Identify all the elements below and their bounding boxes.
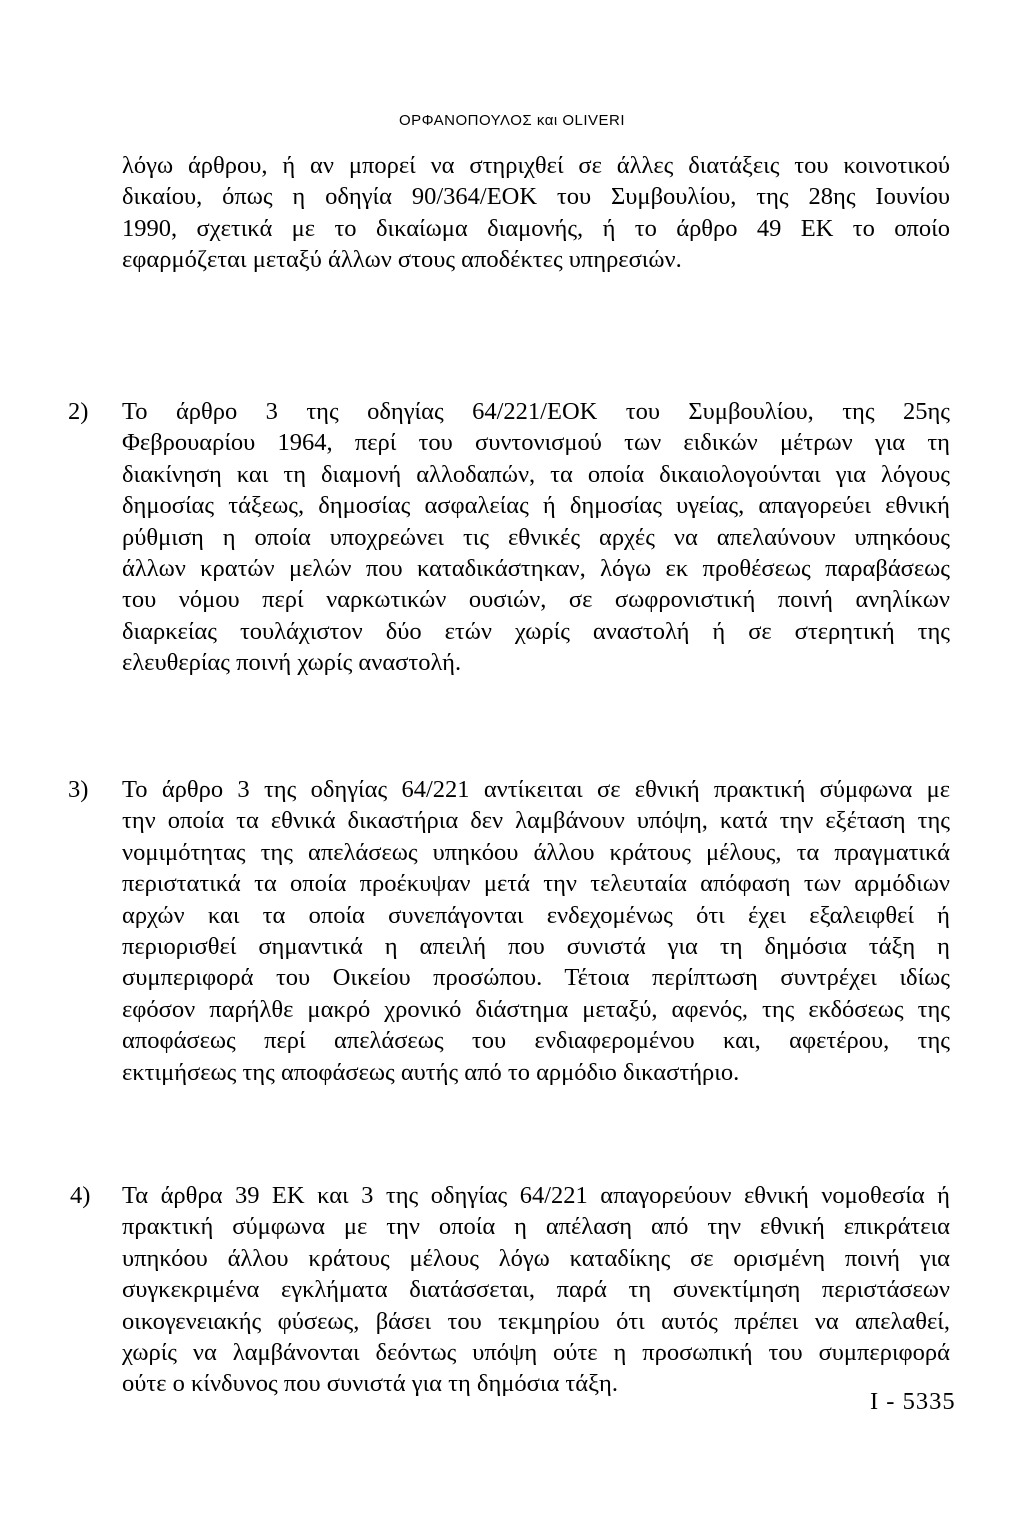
text-line: άλλων κρατών μελών που καταδικάστηκαν, λόγω εκ προθέσεως παραβάσεως xyxy=(122,555,950,583)
text-line: δικαίου, όπως η οδηγία 90/364/ΕΟΚ του Συμβουλίου, της 28ης Ιουνίου xyxy=(122,183,950,211)
running-header: ΟΡΦΑΝΟΠΟΥΛΟΣ και OLIVERI xyxy=(398,112,626,129)
text-line: περιορισθεί σημαντικά η απειλή που συνιστά για τη δημόσια τάξη η xyxy=(122,933,950,961)
item-number: 3) xyxy=(68,776,89,803)
text-line: Τα άρθρα 39 ΕΚ και 3 της οδηγίας 64/221 απαγορεύουν εθνική νομοθεσία ή xyxy=(122,1182,950,1209)
text-line: Φεβρουαρίου 1964, περί του συντονισμού των ειδικών μέτρων για τη xyxy=(122,429,950,457)
text-line: υπηκόου άλλου κράτους μέλους λόγω καταδίκης σε ορισμένη ποινή για xyxy=(122,1244,950,1272)
text-line: εφαρμόζεται μεταξύ άλλων στους αποδέκτες υπηρεσιών. xyxy=(122,246,682,274)
text-line: λόγω άρθρου, ή αν μπορεί να στηριχθεί σε άλλες διατάξεις του κοινοτικού xyxy=(122,152,950,179)
item-number: 4) xyxy=(70,1182,91,1209)
text-line: αρχών και τα οποία συνεπάγονται ενδεχομένως ότι έχει εξαλειφθεί ή xyxy=(122,901,950,929)
text-line: συγκεκριμένα εγκλήματα διατάσσεται, παρά τη συνεκτίμηση περιστάσεων xyxy=(122,1276,950,1304)
text-line: Το άρθρο 3 της οδηγίας 64/221 αντίκειται σε εθνική πρακτική σύμφωνα με xyxy=(122,776,950,803)
text-line: εκτιμήσεως της αποφάσεως αυτής από το αρμόδιο δικαστήριο. xyxy=(122,1058,740,1086)
text-line: την οποία τα εθνικά δικαστήρια δεν λαμβάνουν υπόψη, κατά την εξέταση της xyxy=(122,807,950,835)
text-line: αποφάσεως περί απελάσεως του ενδιαφερομένου και, αφετέρου, της xyxy=(122,1027,950,1055)
text-line: δημοσίας τάξεως, δημοσίας ασφαλείας ή δημοσίας υγείας, απαγορεύει εθνική xyxy=(122,492,950,520)
text-line: διακίνηση και τη διαμονή αλλοδαπών, τα οποία δικαιολογούνται για λόγους xyxy=(122,460,950,488)
text-line: Το άρθρο 3 της οδηγίας 64/221/ΕΟΚ του Συμβουλίου, της 25ης xyxy=(122,398,950,425)
text-line: συμπεριφορά του Οικείου προσώπου. Τέτοια περίπτωση συντρέχει ιδίως xyxy=(122,964,950,992)
text-line: περιστατικά τα οποία προέκυψαν μετά την τελευταία απόφαση των αρμόδιων xyxy=(122,870,950,898)
text-line: του νόμου περί ναρκωτικών ουσιών, σε σωφρονιστική ποινή ανηλίκων xyxy=(122,586,950,614)
item-paragraph xyxy=(122,774,950,1088)
text-line: ρύθμιση η οποία υποχρεώνει τις εθνικές αρχές να απελαύνουν υπηκόους xyxy=(122,523,950,551)
text-line: διαρκείας τουλάχιστον δύο ετών χωρίς αναστολή ή σε στερητική της xyxy=(122,617,950,645)
item-paragraph xyxy=(122,1180,950,1400)
text-line: ελευθερίας ποινή χωρίς αναστολή. xyxy=(122,649,462,677)
text-line: νομιμότητας της απελάσεως υπηκόου άλλου κράτους μέλους, τα πραγματικά xyxy=(122,838,950,866)
continuation-paragraph xyxy=(122,150,950,276)
item-paragraph xyxy=(122,396,950,679)
text-line: 1990, σχετικά με το δικαίωμα διαμονής, ή το άρθρο 49 ΕΚ το οποίο xyxy=(122,214,950,242)
text-line: χωρίς να λαμβάνονται δεόντως υπόψη ούτε η προσωπική του συμπεριφορά xyxy=(122,1339,950,1367)
text-line: εφόσον παρήλθε μακρό χρονικό διάστημα μεταξύ, αφενός, της εκδόσεως της xyxy=(122,995,950,1023)
text-line: ούτε ο κίνδυνος που συνιστά για τη δημόσια τάξη. xyxy=(122,1370,618,1398)
text-line: οικογενειακής φύσεως, βάσει του τεκμηρίου ότι αυτός πρέπει να απελαθεί, xyxy=(122,1307,950,1335)
page-number: I - 5335 xyxy=(870,1388,956,1415)
item-number: 2) xyxy=(68,398,89,425)
text-line: πρακτική σύμφωνα με την οποία η απέλαση από την εθνική επικράτεια xyxy=(122,1213,950,1241)
